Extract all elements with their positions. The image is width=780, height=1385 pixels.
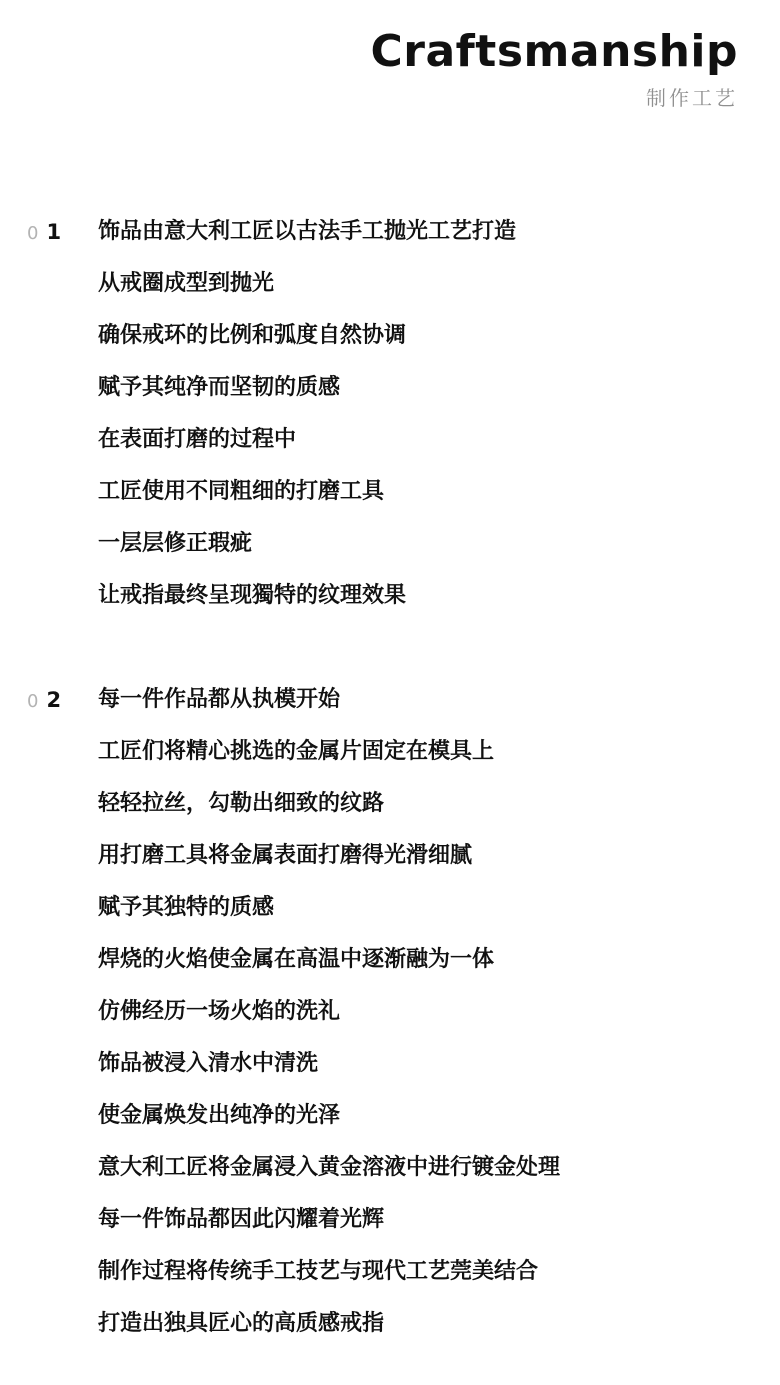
page-subtitle: 制作工艺 bbox=[646, 86, 738, 111]
section-number-digit: 2 bbox=[46, 688, 62, 712]
text-line: 仿佛经历一场火焰的洗礼 bbox=[98, 999, 341, 1024]
page-header bbox=[370, 28, 738, 111]
text-line: 饰品被浸入清水中清洗 bbox=[98, 1051, 319, 1076]
text-line: 意大利工匠将金属浸入黄金溶液中进行镀金处理 bbox=[98, 1155, 561, 1180]
text-line: 轻轻拉丝，勾勒出细致的纹路 bbox=[98, 791, 385, 816]
section-text-list bbox=[98, 212, 516, 628]
section-number-prefix: 0 bbox=[27, 223, 41, 244]
text-line: 用打磨工具将金属表面打磨得光滑细腻 bbox=[98, 843, 473, 868]
text-line: 赋予其独特的质感 bbox=[98, 895, 275, 920]
text-line: 焊烧的火焰使金属在高温中逐渐融为一体 bbox=[98, 947, 495, 972]
text-line: 打造出独具匠心的高质感戒指 bbox=[98, 1311, 385, 1336]
text-line: 一层层修正瑕疵 bbox=[98, 531, 253, 556]
section-number bbox=[27, 688, 61, 712]
section-text-list bbox=[98, 680, 560, 1356]
section-number bbox=[27, 220, 61, 244]
text-line: 从戒圈成型到抛光 bbox=[98, 271, 275, 296]
text-line: 制作过程将传统手工技艺与现代工艺莞美结合 bbox=[98, 1259, 539, 1284]
text-line: 每一件饰品都因此闪耀着光辉 bbox=[98, 1207, 385, 1232]
section-number-digit: 1 bbox=[46, 220, 62, 244]
text-line: 让戒指最终呈现獨特的纹理效果 bbox=[98, 583, 407, 608]
text-line: 赋予其纯净而坚韧的质感 bbox=[98, 375, 341, 400]
text-line: 每一件作品都从执模开始 bbox=[98, 687, 341, 712]
text-line: 工匠们将精心挑选的金属片固定在模具上 bbox=[98, 739, 495, 764]
text-line: 饰品由意大利工匠以古法手工抛光工艺打造 bbox=[98, 219, 517, 244]
text-line: 在表面打磨的过程中 bbox=[98, 427, 297, 452]
text-line: 确保戒环的比例和弧度自然协调 bbox=[98, 323, 407, 348]
page-title: Craftsmanship bbox=[370, 26, 738, 77]
text-line: 工匠使用不同粗细的打磨工具 bbox=[98, 479, 385, 504]
section-number-prefix: 0 bbox=[27, 691, 41, 712]
text-line: 使金属焕发出纯净的光泽 bbox=[98, 1103, 341, 1128]
